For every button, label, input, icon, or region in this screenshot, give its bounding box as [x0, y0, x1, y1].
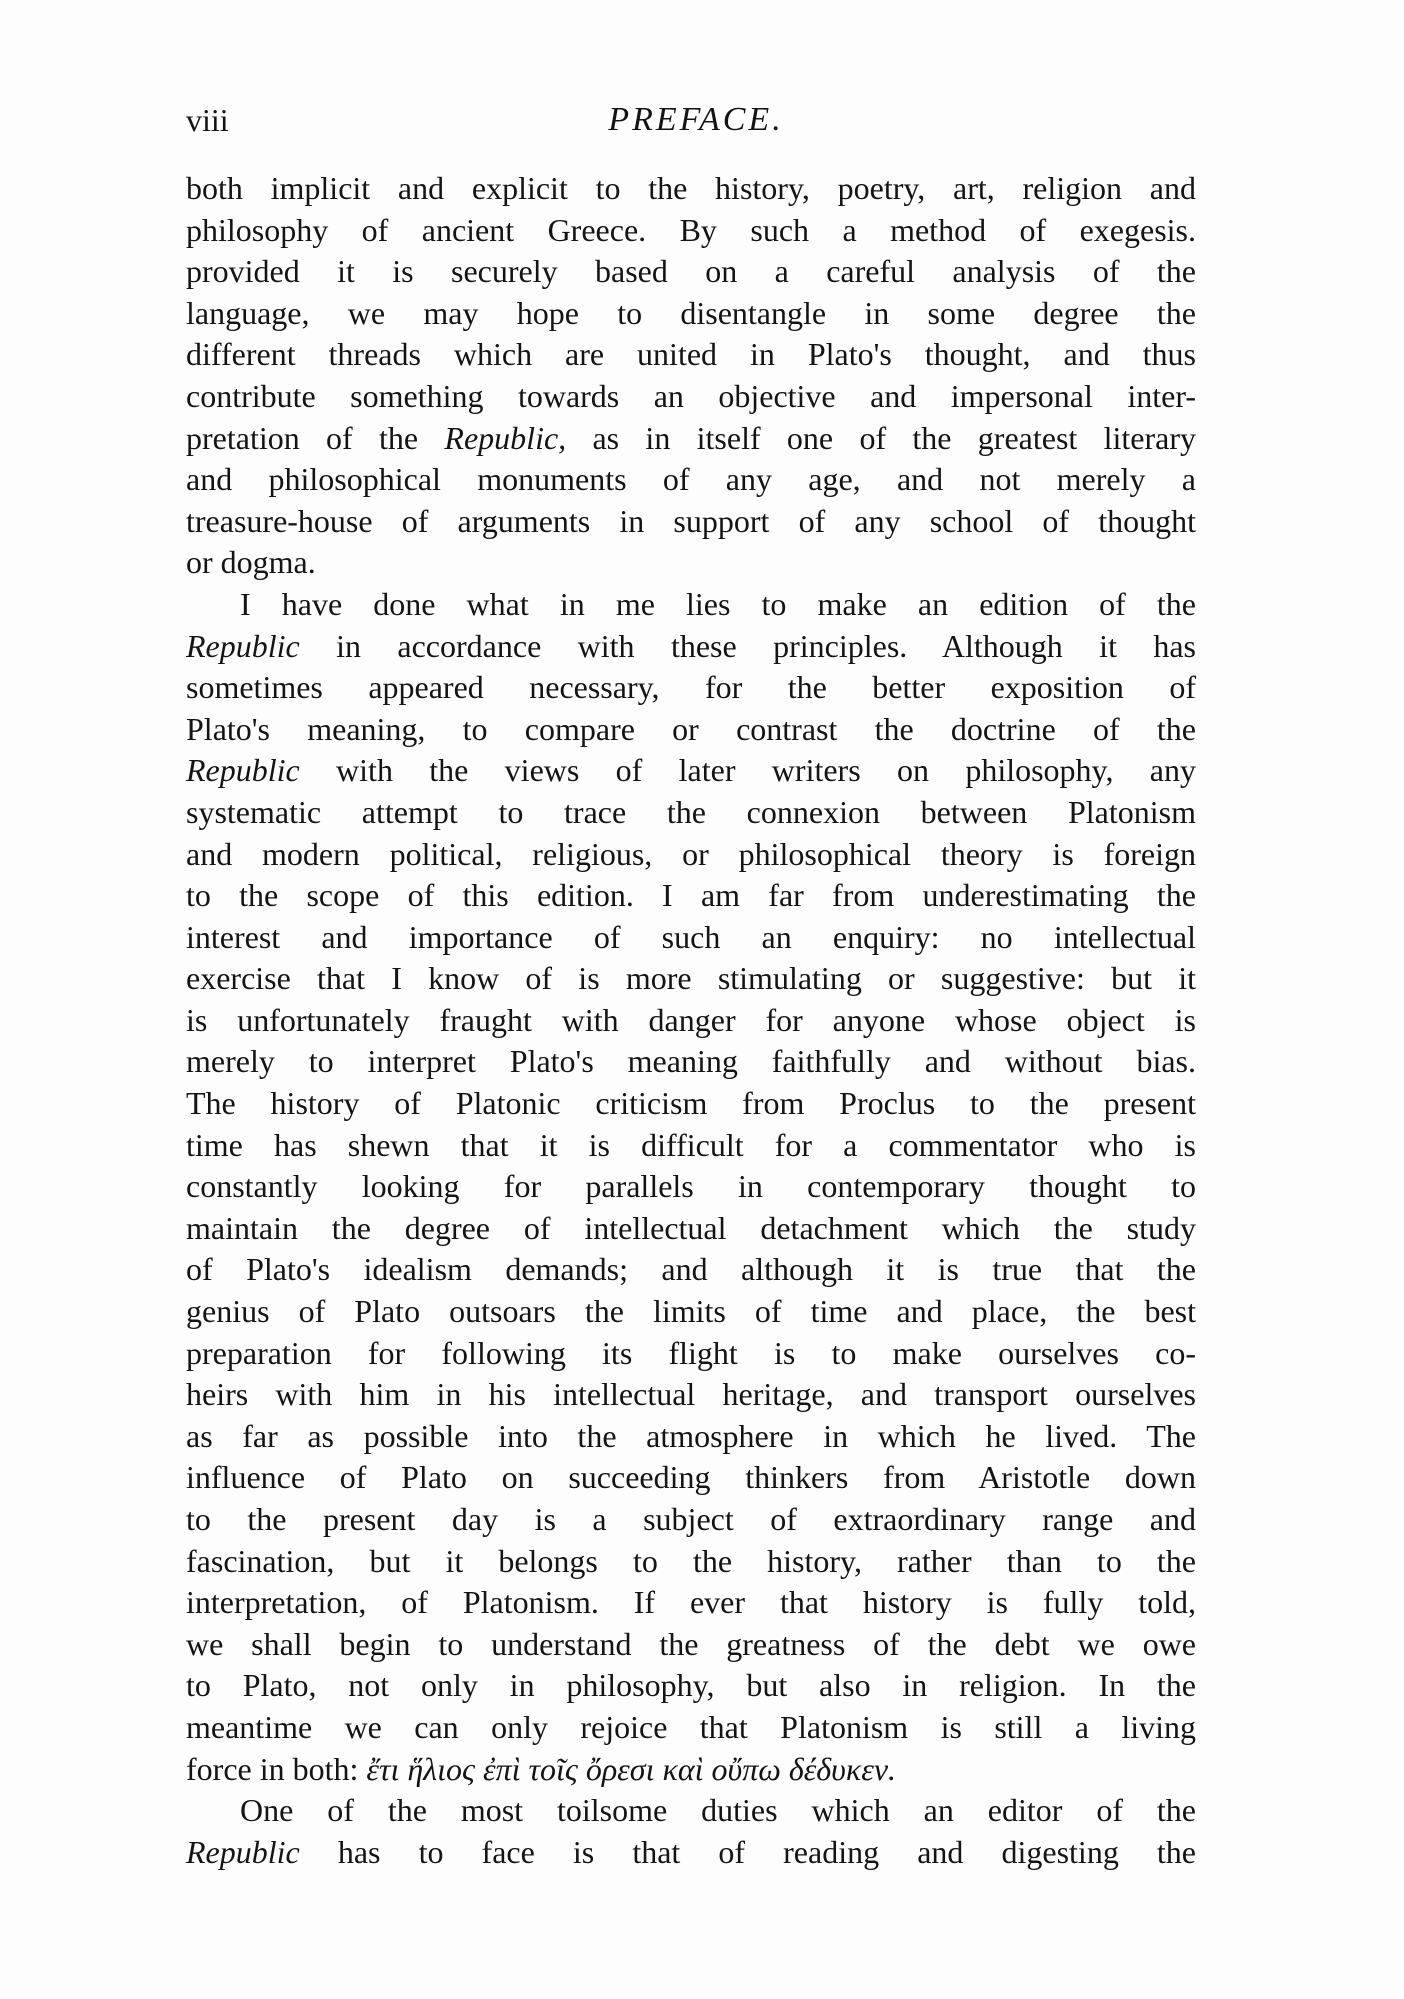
text-line: pretation of the Republic, as in itself one of the greatest literary [186, 419, 1197, 456]
text-line: systematic attempt to trace the connexion between Platonism [186, 793, 1196, 830]
page-header [186, 98, 1206, 142]
body-text [186, 168, 1196, 1873]
text-line: philosophy of ancient Greece. By such a method of exegesis. [186, 211, 1196, 248]
text-line: contribute something towards an objective and impersonal inter- [186, 377, 1196, 414]
text-line: to Plato, not only in philosophy, but also in religion. In the [186, 1667, 1196, 1704]
text-line: preparation for following its flight is to make ourselves co- [186, 1334, 1196, 1371]
text-line: I have done what in me lies to make an edition of the [240, 585, 1196, 622]
text-line: force in both: ἔτι ἥλιος ἐπὶ τοῖς ὄρεσι καὶ οὔπω δέδυκεν. [186, 1750, 897, 1787]
text-line: fascination, but it belongs to the history, rather than to the [186, 1542, 1196, 1579]
greek-quotation: ἔτι ἥλιος ἐπὶ τοῖς ὄρεσι καὶ οὔπω δέδυκεν. [366, 1750, 897, 1787]
italic-title: Republic [186, 752, 300, 789]
text-line: One of the most toilsome duties which an editor of the [240, 1792, 1196, 1829]
text-line: maintain the degree of intellectual detachment which the study [186, 1209, 1196, 1246]
text-line: constantly looking for parallels in contemporary thought to [186, 1168, 1196, 1205]
text-line: Plato's meaning, to compare or contrast the doctrine of the [186, 710, 1196, 747]
text-line: Republic in accordance with these principles. Although it has [186, 627, 1196, 664]
text-line: interest and importance of such an enquiry: no intellectual [186, 918, 1196, 955]
italic-title: Republic [186, 1833, 300, 1870]
text-line: we shall begin to understand the greatness of the debt we owe [186, 1625, 1196, 1662]
text-line: and philosophical monuments of any age, and not merely a [186, 461, 1196, 498]
page-number: viii [186, 102, 229, 138]
text-line: treasure-house of arguments in support of any school of thought [186, 502, 1196, 539]
text-line: time has shewn that it is difficult for a commentator who is [186, 1126, 1196, 1163]
text-line: heirs with him in his intellectual heritage, and transport ourselves [186, 1376, 1196, 1413]
text-line: to the present day is a subject of extraordinary range and [186, 1501, 1196, 1537]
text-line: genius of Plato outsoars the limits of time and place, the best [186, 1293, 1196, 1330]
text-line: to the scope of this edition. I am far from underestimating the [186, 877, 1196, 914]
text-line: as far as possible into the atmosphere in which he lived. The [186, 1417, 1196, 1454]
text-line: different threads which are united in Plato's thought, and thus [186, 336, 1196, 373]
text-line: interpretation, of Platonism. If ever that history is fully told, [186, 1584, 1196, 1621]
text-line: and modern political, religious, or philosophical theory is foreign [186, 835, 1196, 872]
text-line: provided it is securely based on a careful analysis of the [186, 253, 1196, 290]
italic-title: Republic [186, 627, 300, 664]
text-line: sometimes appeared necessary, for the better exposition of [186, 669, 1196, 706]
running-title: PREFACE. [608, 101, 784, 138]
text-line: or dogma. [186, 544, 316, 581]
text-line: merely to interpret Plato's meaning faithfully and without bias. [186, 1043, 1196, 1080]
text-line: influence of Plato on succeeding thinkers from Aristotle down [186, 1459, 1196, 1496]
text-line: The history of Platonic criticism from Proclus to the present [186, 1085, 1196, 1122]
text-line: of Plato's idealism demands; and although it is true that the [186, 1251, 1196, 1288]
text-line: language, we may hope to disentangle in some degree the [186, 294, 1196, 331]
text-line: Republic has to face is that of reading and digesting the [186, 1833, 1196, 1870]
italic-title: Republic, [444, 419, 567, 456]
text-line: exercise that I know of is more stimulating or suggestive: but it [186, 960, 1196, 997]
text-line: is unfortunately fraught with danger for anyone whose object is [186, 1001, 1196, 1038]
text-line: meantime we can only rejoice that Platonism is still a living [186, 1708, 1196, 1745]
text-line: both implicit and explicit to the history, poetry, art, religion and [186, 170, 1196, 206]
text-line: Republic with the views of later writers on philosophy, any [186, 752, 1196, 789]
